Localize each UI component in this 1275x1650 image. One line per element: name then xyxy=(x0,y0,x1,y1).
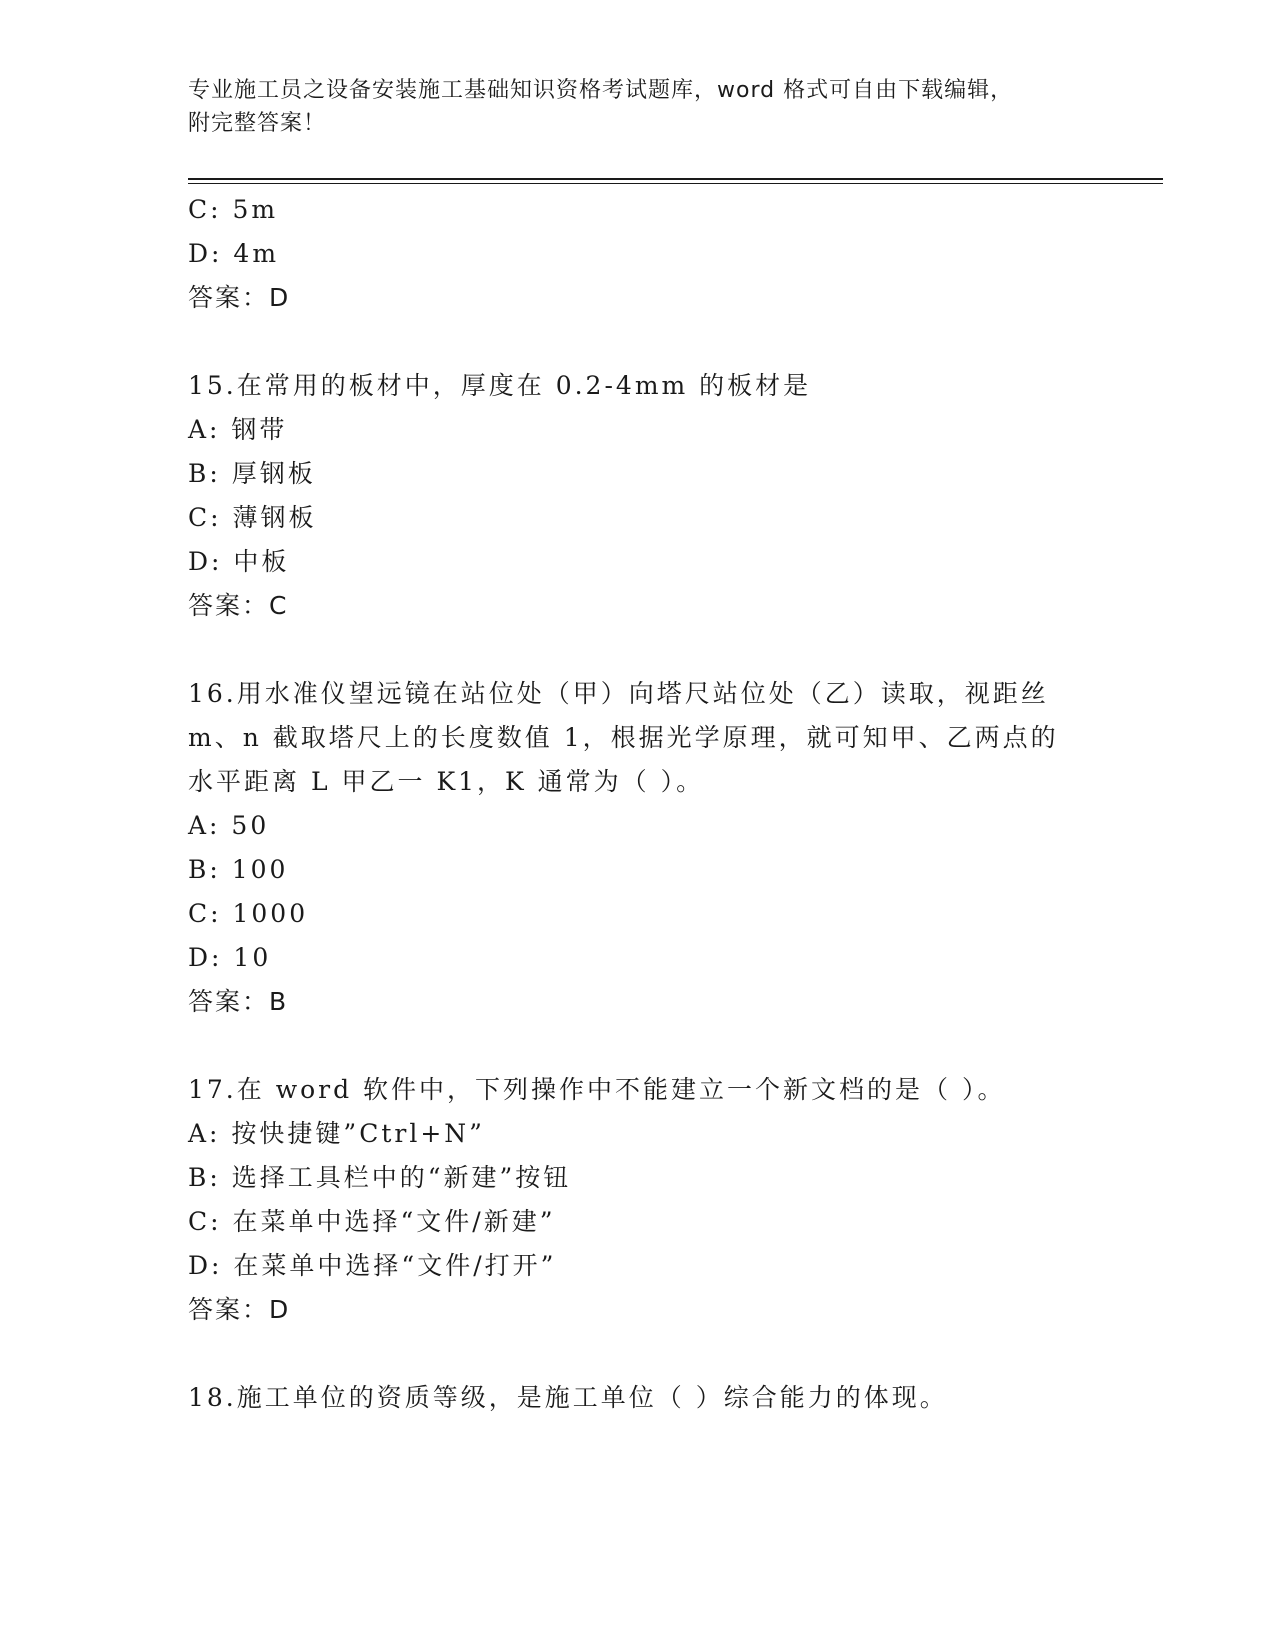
q15-option-d: D: 中板 xyxy=(188,547,290,576)
q17-option-d: D: 在菜单中选择“文件/打开” xyxy=(188,1251,557,1280)
q15-option-a: A: 钢带 xyxy=(188,415,288,444)
q15-option-b: B: 厚钢板 xyxy=(188,459,316,488)
q16-option-b: B: 100 xyxy=(188,855,289,884)
q15-question: 15.在常用的板材中，厚度在 0.2-4mm 的板材是 xyxy=(188,371,812,400)
q16-option-d: D: 10 xyxy=(188,943,272,972)
q18-question: 18.施工单位的资质等级，是施工单位（ ）综合能力的体现。 xyxy=(188,1383,948,1412)
q16-question-line-1: 16.用水准仪望远镜在站位处（甲）向塔尺站位处（乙）读取，视距丝 xyxy=(188,679,1049,708)
q17-answer: 答案：D xyxy=(188,1295,291,1324)
q15-option-c: C: 薄钢板 xyxy=(188,503,317,532)
q16-option-a: A: 50 xyxy=(188,811,270,840)
header-line-2: 附完整答案！ xyxy=(188,111,327,136)
header-divider-thick xyxy=(188,178,1163,180)
q14-option-c: C: 5m xyxy=(188,195,279,224)
q15-answer: 答案：C xyxy=(188,591,289,620)
header-line-1: 专业施工员之设备安装施工基础知识资格考试题库，word 格式可自由下载编辑， xyxy=(188,78,1014,103)
q17-option-a: A: 按快捷键”Ctrl+N” xyxy=(188,1119,485,1148)
page-header xyxy=(188,74,1088,140)
q17-option-c: C: 在菜单中选择“文件/新建” xyxy=(188,1207,556,1236)
q16-question-line-3: 水平距离 L 甲乙一 K1，K 通常为（ ）。 xyxy=(188,767,705,796)
q16-answer: 答案：B xyxy=(188,987,289,1016)
q16-option-c: C: 1000 xyxy=(188,899,309,928)
q14-answer: 答案：D xyxy=(188,283,291,312)
q16-question-line-2: m、n 截取塔尺上的长度数值 1，根据光学原理，就可知甲、乙两点的 xyxy=(188,723,1059,752)
q17-option-b: B: 选择工具栏中的“新建”按钮 xyxy=(188,1163,572,1192)
q17-question: 17.在 word 软件中，下列操作中不能建立一个新文档的是（ ）。 xyxy=(188,1075,1006,1104)
q14-option-d: D: 4m xyxy=(188,239,280,268)
header-divider-thin xyxy=(188,183,1163,184)
